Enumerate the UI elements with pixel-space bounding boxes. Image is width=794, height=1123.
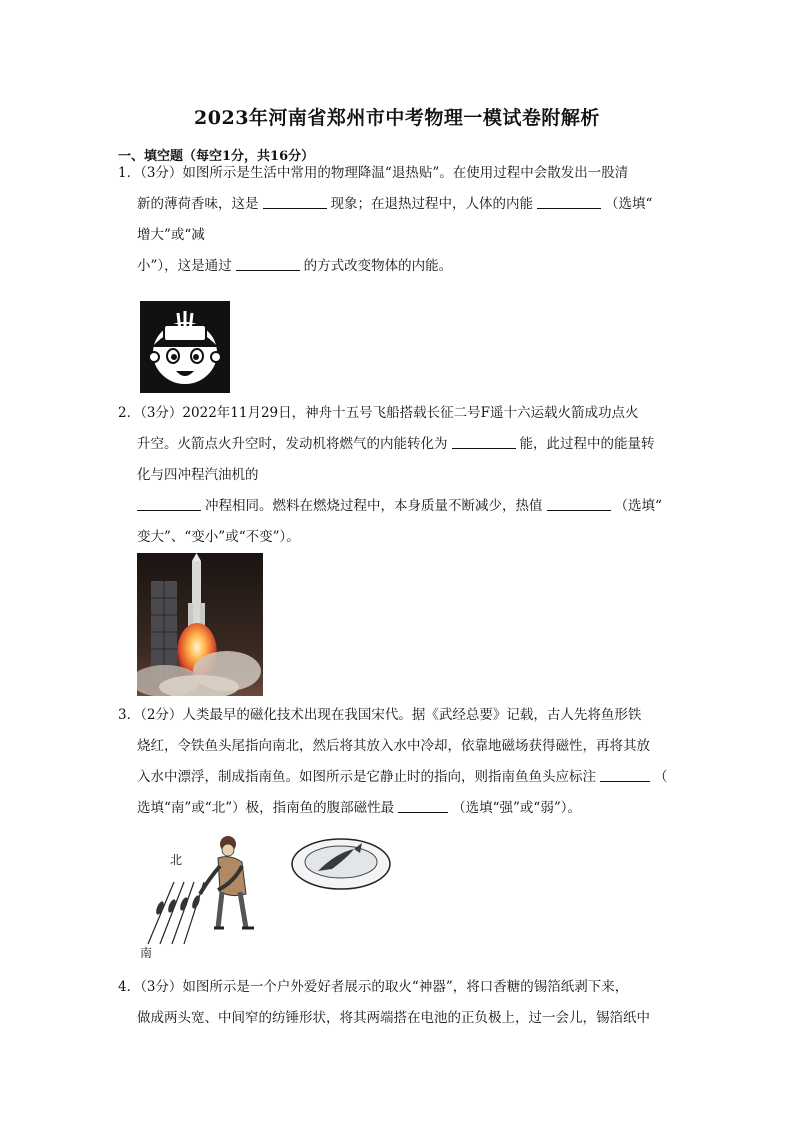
q2-line-2: 升空。火箭点火升空时，发动机将燃气的内能转化为 能，此过程中的能量转 [137,436,655,452]
answer-blank[interactable] [137,496,201,511]
answer-blank[interactable] [236,256,300,271]
question-4 [118,972,678,1034]
q3-line-1: 3．（2分）人类最早的磁化技术出现在我国宋代。据《武经总要》记载，古人先将鱼形铁 [118,707,642,723]
q1-line-4: 小”），这是通过 的方式改变物体的内能。 [137,258,453,274]
rocket-launch-photo [137,553,263,696]
q2-line-1: 2．（3分）2022年11月29日，神舟十五号飞船搭载长征二号F遥十六运载火箭成功点火 [118,405,639,421]
page-title: 2023年河南省郑州市中考物理一模试卷附解析 [194,107,600,129]
q2-line-4: 冲程相同。燃料在燃烧过程中，本身质量不断减少，热值 （选填“ [118,491,678,522]
answer-blank[interactable] [537,194,601,209]
label-north: 北 [170,853,183,867]
answer-blank[interactable] [600,767,650,782]
q1-line-1: 1．（3分）如图所示是生活中常用的物理降温“退热贴”。在使用过程中会散发出一股清 [118,165,629,181]
cooling-patch-face-icon [140,301,230,393]
label-south: 南 [140,946,153,960]
q3-line-3: 入水中漂浮，制成指南鱼。如图所示是它静止时的指向，则指南鱼鱼头应标注 （ [137,769,668,785]
fish-plate-illustration [290,833,392,891]
question-2 [118,398,678,553]
question-1 [118,158,678,282]
q2-line-5: 变大”、“变小”或“不变”）。 [137,529,300,545]
q3-line-2: 烧红，令铁鱼头尾指向南北，然后将其放入水中冷却，依靠地磁场获得磁性，再将其放 [137,738,650,754]
answer-blank[interactable] [263,194,327,209]
q4-line-1: 4．（3分）如图所示是一个户外爱好者展示的取火“神器”，将口香糖的锡箔纸剥下来， [118,979,629,995]
question-3 [118,700,678,824]
section-heading: 一、填空题（每空1分，共16分） [118,149,315,164]
q1-line-3: 增大”或“减 [137,227,205,243]
q4-line-2: 做成两头宽、中间窄的纺锤形状，将其两端搭在电池的正负极上，过一会儿，锡箔纸中 [137,1010,650,1026]
q1-line-2: 新的薄荷香味，这是 现象；在退热过程中，人体的内能 （选填“ [137,196,653,212]
answer-blank[interactable] [547,496,611,511]
answer-blank[interactable] [398,798,448,813]
q3-line-4: 选填“南”或“北”）极，指南鱼的腹部磁性最 （选填“强”或“弱”）。 [137,800,581,816]
q2-line-3: 化与四冲程汽油机的 [137,467,259,483]
answer-blank[interactable] [452,434,516,449]
fish-compass-illustration [138,832,278,952]
